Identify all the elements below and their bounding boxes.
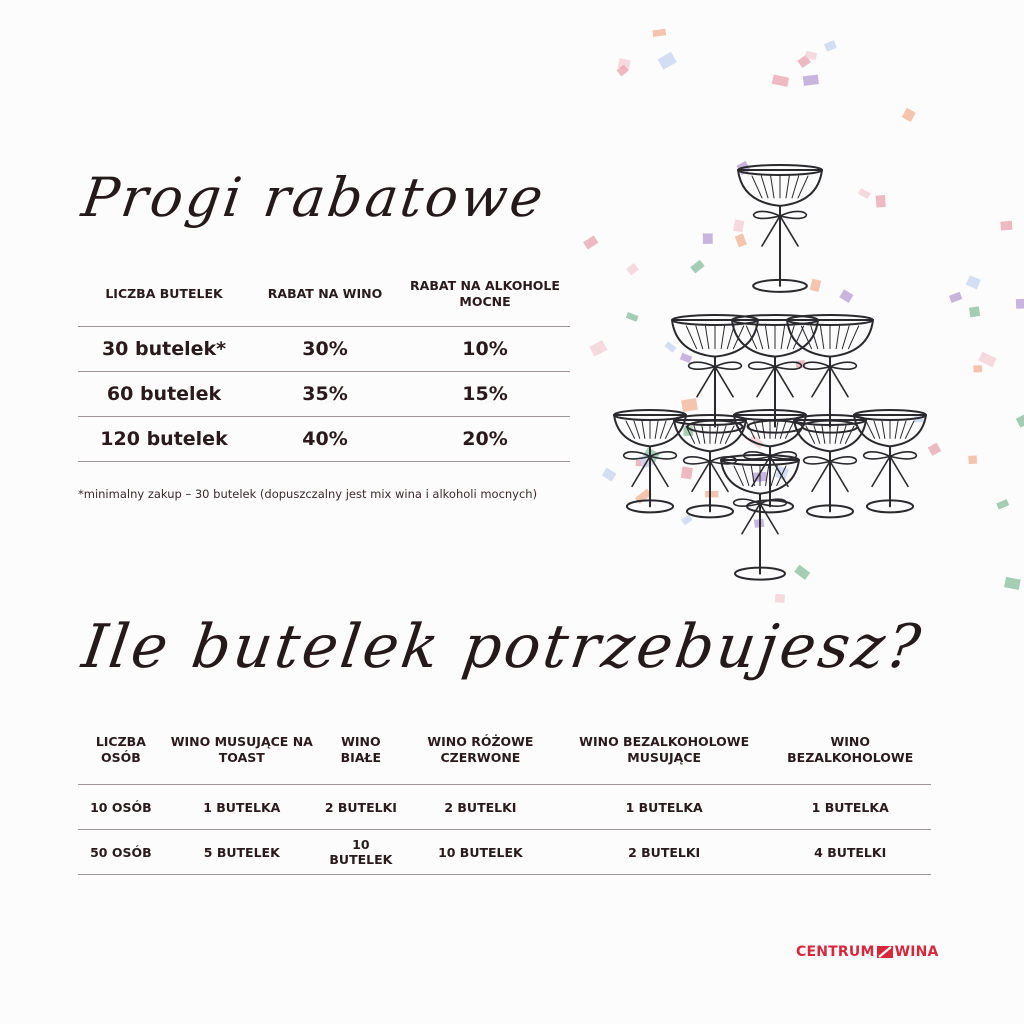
cell-guests: 10 OSÓB xyxy=(78,785,164,830)
glass-icon xyxy=(738,165,822,292)
table-row xyxy=(78,785,931,830)
table-row xyxy=(78,372,570,417)
logo-text-left: CENTRUM xyxy=(796,944,875,960)
cell-white-wine: 2 BUTELKI xyxy=(320,785,402,830)
cell-bottles: 60 butelek xyxy=(78,372,250,417)
cell-white-wine: 10 BUTELEK xyxy=(320,830,402,875)
confetti-piece xyxy=(968,455,977,464)
bottles-table xyxy=(78,716,931,875)
footnote: *minimalny zakup – 30 butelek (dopuszczalny jest mix wina i alkoholi mocnych) xyxy=(78,487,538,501)
confetti-piece xyxy=(602,468,617,482)
confetti-piece xyxy=(794,565,810,580)
header-guests: LICZBA OSÓB xyxy=(78,716,164,785)
confetti-piece xyxy=(902,108,916,122)
confetti-piece xyxy=(589,340,607,357)
confetti-piece xyxy=(705,491,718,497)
cell-spirits-discount: 15% xyxy=(400,372,570,417)
header-non-alcoholic-sparkling: WINO BEZALKOHOLOWE MUSUJĄCE xyxy=(559,716,769,785)
table-row xyxy=(78,417,570,462)
header-bottle-count: LICZBA BUTELEK xyxy=(78,262,250,327)
table-row xyxy=(78,830,931,875)
confetti-piece xyxy=(626,312,639,322)
table-row xyxy=(78,327,570,372)
header-sparkling-toast: WINO MUSUJĄCE NA TOAST xyxy=(164,716,320,785)
confetti-piece xyxy=(703,233,713,244)
confetti-piece xyxy=(928,443,942,456)
logo-text-right: WINA xyxy=(894,944,939,960)
confetti-piece xyxy=(824,40,837,52)
confetti-piece xyxy=(583,235,598,249)
confetti-piece xyxy=(876,195,886,208)
confetti-piece xyxy=(680,353,692,363)
cell-sparkling-toast: 5 BUTELEK xyxy=(164,830,320,875)
centrum-wina-logo xyxy=(796,944,939,960)
glasses-group xyxy=(614,165,926,580)
cell-rose-red-wine: 10 BUTELEK xyxy=(402,830,559,875)
logo-slash-icon xyxy=(877,946,893,958)
confetti-piece xyxy=(858,188,871,199)
confetti-piece xyxy=(803,75,819,86)
confetti-piece xyxy=(735,233,747,247)
confetti-piece xyxy=(996,499,1009,509)
confetti-piece xyxy=(775,594,785,603)
table-header-row xyxy=(78,262,570,327)
discount-table xyxy=(78,262,570,462)
header-non-alcoholic: WINO BEZALKOHOLOWE xyxy=(769,716,931,785)
header-rose-red-wine: WINO RÓŻOWE CZERWONE xyxy=(402,716,559,785)
cell-spirits-discount: 10% xyxy=(400,327,570,372)
confetti-piece xyxy=(839,289,853,303)
cell-non-alcoholic: 1 BUTELKA xyxy=(769,785,931,830)
cell-bottles: 120 butelek xyxy=(78,417,250,462)
champagne-tower-icon xyxy=(560,20,1024,620)
bottles-title: Ile butelek potrzebujesz? xyxy=(78,612,928,682)
confetti-piece xyxy=(681,467,693,480)
confetti-piece xyxy=(966,275,981,289)
cell-wine-discount: 30% xyxy=(250,327,400,372)
confetti-piece xyxy=(978,352,997,368)
cell-non-alcoholic: 4 BUTELKI xyxy=(769,830,931,875)
cell-sparkling-toast: 1 BUTELKA xyxy=(164,785,320,830)
confetti-piece xyxy=(626,263,639,276)
confetti-piece xyxy=(973,365,982,372)
cell-wine-discount: 40% xyxy=(250,417,400,462)
confetti-piece xyxy=(690,260,704,274)
confetti-piece xyxy=(749,435,765,449)
confetti-piece xyxy=(1004,577,1021,590)
cell-rose-red-wine: 2 BUTELKI xyxy=(402,785,559,830)
confetti-piece xyxy=(1016,299,1024,309)
confetti-piece xyxy=(652,29,666,37)
confetti-piece xyxy=(733,219,744,232)
confetti-piece xyxy=(664,341,676,352)
confetti-piece xyxy=(772,75,789,87)
confetti-piece xyxy=(969,306,980,317)
cell-bottles: 30 butelek* xyxy=(78,327,250,372)
cell-wine-discount: 35% xyxy=(250,372,400,417)
confetti-piece xyxy=(949,292,962,303)
header-white-wine: WINO BIAŁE xyxy=(320,716,402,785)
cell-non-alcoholic-sparkling: 2 BUTELKI xyxy=(559,830,769,875)
cell-guests: 50 OSÓB xyxy=(78,830,164,875)
glass-icon xyxy=(794,415,866,517)
header-spirits-discount: RABAT NA ALKOHOLE MOCNE xyxy=(400,262,570,327)
confetti-piece xyxy=(1016,415,1024,428)
confetti-piece xyxy=(810,279,821,292)
confetti-piece xyxy=(1000,221,1012,231)
discounts-title: Progi rabatowe xyxy=(78,166,550,229)
confetti-piece xyxy=(658,52,677,70)
cell-non-alcoholic-sparkling: 1 BUTELKA xyxy=(559,785,769,830)
header-wine-discount: RABAT NA WINO xyxy=(250,262,400,327)
confetti-piece xyxy=(681,398,698,412)
cell-spirits-discount: 20% xyxy=(400,417,570,462)
confetti-piece xyxy=(681,515,692,525)
table-header-row xyxy=(78,716,931,785)
